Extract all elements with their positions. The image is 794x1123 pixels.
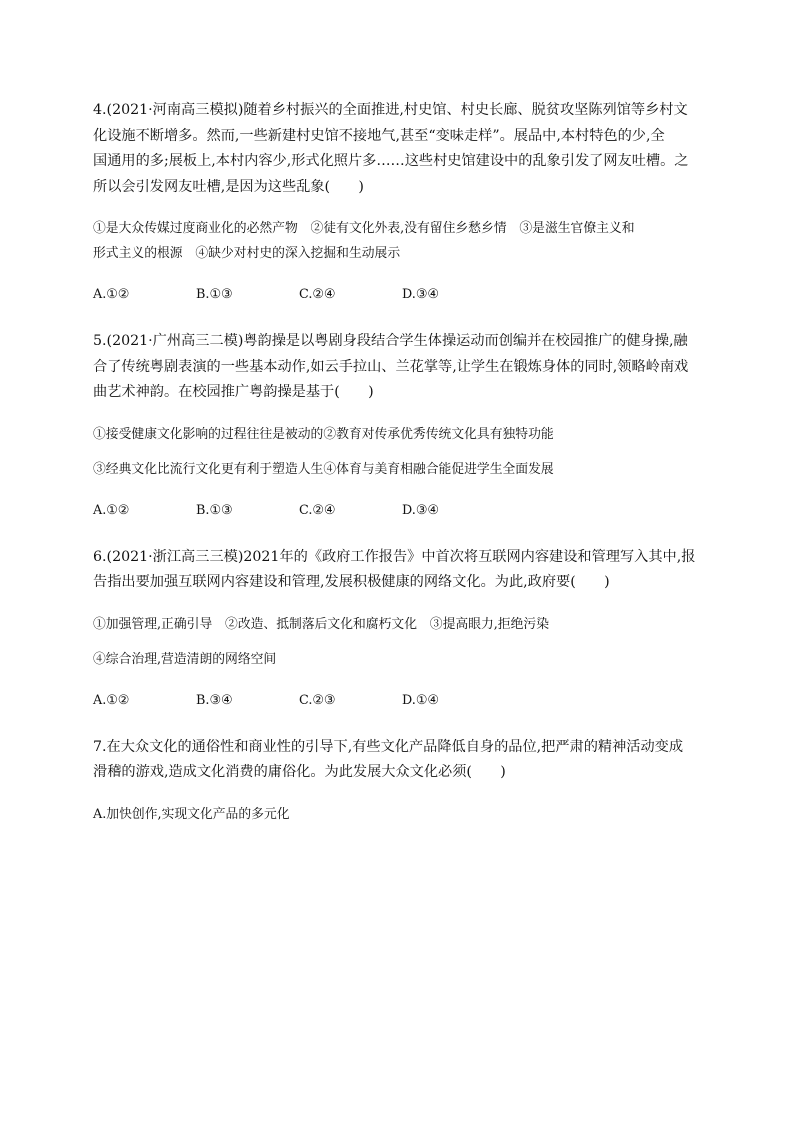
- option-line: ①是大众传媒过度商业化的必然产物 ②徒有文化外表,没有留住乡愁乡情 ③是滋生官僚主义和: [93, 221, 635, 236]
- option-line: ①接受健康文化影响的过程往往是被动的②教育对传承优秀传统文化具有独特功能: [93, 426, 554, 442]
- option-line: A.加快创作,实现文化产品的多元化: [93, 806, 290, 822]
- stem-line: 6.(2021·浙江高三三模)2021年的《政府工作报告》中首次将互联网内容建设和管理写入其中,报: [93, 548, 696, 565]
- choice-c: C.②④: [299, 287, 336, 302]
- question-6: [93, 545, 705, 711]
- stem-line: 7.在大众文化的通俗性和商业性的引导下,有些文化产品降低自身的品位,把严肃的精神活动变成: [93, 738, 684, 755]
- choice-c: C.②④: [299, 502, 336, 518]
- option-line: ①加强管理,正确引导 ②改造、抵制落后文化和腐朽文化 ③提高眼力,拒绝污染: [93, 616, 550, 632]
- stem-line: 合了传统粤剧表演的一些基本动作,如云手拉山、兰花掌等,让学生在锻炼身体的同时,领略岭南戏: [93, 358, 689, 375]
- stem-line: 告指出要加强互联网内容建设和管理,发展积极健康的网络文化。为此,政府要( ): [93, 574, 610, 590]
- stem-line: 所以会引发网友吐槽,是因为这些乱象( ): [93, 178, 364, 195]
- stem-line: 4.(2021·河南高三模拟)随着乡村振兴的全面推进,村史馆、村史长廊、脱贫攻坚陈列馆等乡村文: [93, 102, 688, 118]
- choice-a: A.①②: [93, 502, 130, 518]
- question-stem: [93, 98, 705, 200]
- question-stem: [93, 329, 705, 406]
- question-7: [93, 735, 705, 827]
- choice-b: B.①③: [196, 287, 233, 302]
- question-4: [93, 98, 705, 305]
- question-5: [93, 329, 705, 521]
- choice-b: B.③④: [196, 692, 233, 708]
- option-line: 形式主义的根源 ④缺少对村史的深入挖掘和生动展示: [93, 246, 401, 261]
- stem-line: 5.(2021·广州高三二模)粤韵操是以粤剧身段结合学生体操运动而创编并在校园推广的健身操,融: [93, 333, 688, 349]
- question-stem: [93, 735, 705, 786]
- stem-line: 滑稽的游戏,造成文化消费的庸俗化。为此发展大众文化必须( ): [93, 764, 506, 780]
- statement-options: [93, 422, 705, 482]
- option-line: ③经典文化比流行文化更有利于塑造人生④体育与美育相融合能促进学生全面发展: [93, 461, 554, 477]
- stem-line: 国通用的多;展板上,本村内容少,形式化照片多……这些村史馆建设中的乱象引发了网友吐槽。之: [93, 153, 689, 169]
- answer-choices: [93, 285, 705, 305]
- document-page: [93, 98, 705, 827]
- choice-c: C.②③: [299, 692, 336, 708]
- answer-choices: [93, 501, 705, 521]
- choice-d: D.③④: [402, 287, 439, 302]
- choice-b: B.①③: [196, 502, 233, 518]
- option-line: ④综合治理,营造清朗的网络空间: [93, 651, 277, 667]
- choice-a: A.①②: [93, 692, 130, 708]
- choice-d: D.③④: [402, 502, 439, 518]
- answer-choices: [93, 691, 705, 711]
- stem-line: 曲艺术神韵。在校园推广粤韵操是基于( ): [93, 384, 374, 400]
- statement-options: [93, 216, 705, 266]
- choice-a: A.①②: [93, 287, 130, 302]
- choice-d: D.①④: [402, 692, 439, 708]
- statement-options: [93, 612, 705, 672]
- question-stem: [93, 545, 705, 596]
- statement-options: [93, 802, 705, 827]
- stem-line: 化设施不断增多。然而,一些新建村史馆不接地气,甚至“变味走样”。展品中,本村特色的少,全: [93, 127, 665, 144]
